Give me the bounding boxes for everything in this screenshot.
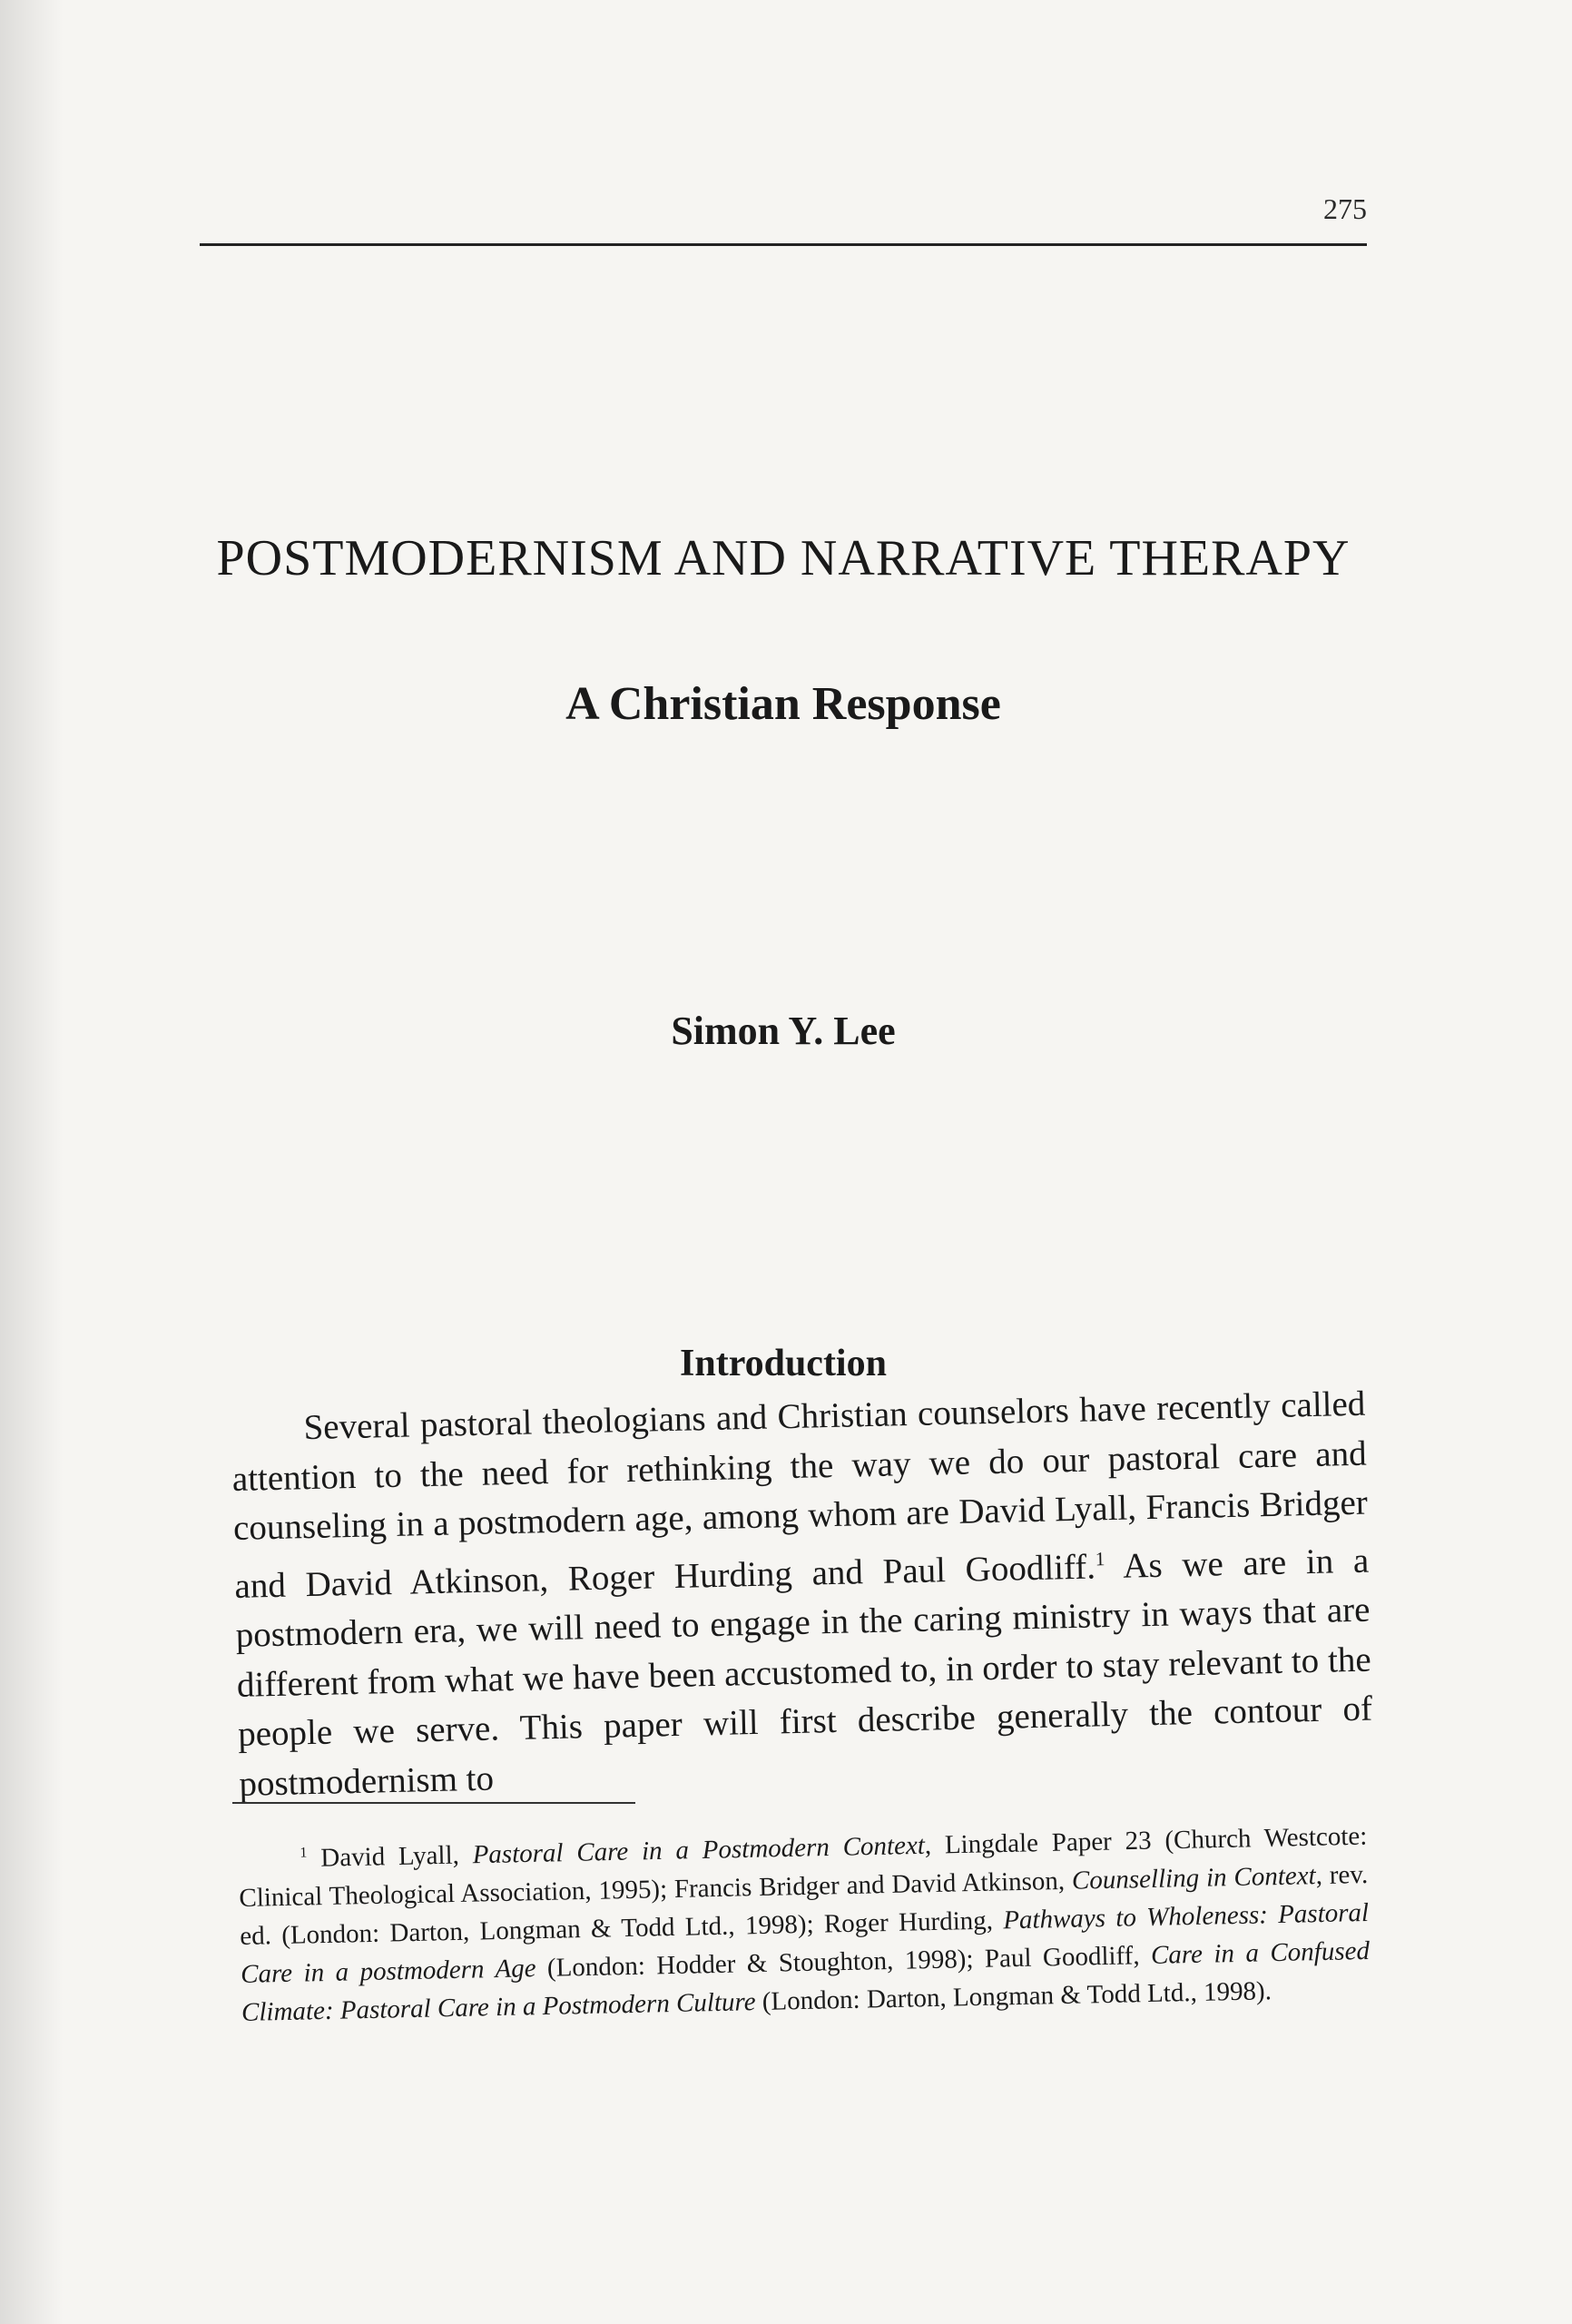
header-rule <box>200 243 1367 246</box>
footnote-text: , Lingdale Paper 23 (Church Westcote: Clinical Theological Association, 1995); Francis Bridger and David Atkinson, <box>239 1821 1368 1913</box>
footnote-separator <box>232 1802 635 1804</box>
footnote-citation-title: Care in a Confused Climate: Pastoral Care in a Postmodern Culture <box>241 1935 1371 2027</box>
section-heading-introduction: Introduction <box>680 1343 887 1384</box>
footnote-citation-title: Counselling in Context <box>1071 1860 1316 1896</box>
article-subtitle: A Christian Response <box>565 678 1001 730</box>
page-number: 275 <box>1323 192 1367 225</box>
introduction-paragraph <box>231 1380 1374 1809</box>
footnote-citation-title: Pathways to Wholeness: Pastoral Care in a postmodern Age <box>240 1897 1370 1989</box>
footnote-text: (London: Darton, Longman & Todd Ltd., 1998). <box>755 1975 1272 2016</box>
footnote-1 <box>238 1812 1371 2032</box>
footnote-marker: 1 <box>300 1845 308 1861</box>
footnote-text: (London: Hodder & Stoughton, 1998); Paul Goodliff, <box>535 1940 1152 1983</box>
footnote-text: David Lyall, <box>307 1840 473 1874</box>
footnote-reference[interactable]: 1 <box>1095 1547 1105 1570</box>
paragraph-text-part2: As we are in a postmodern era, we will need to engage in the caring ministry in ways that are different from what we have been accustomed to, in order to stay relevant to the people we serve. This paper will first describe generally the contour of postmodernism to <box>235 1541 1373 1804</box>
footnote-citation-title: Pastoral Care in a Postmodern Context <box>472 1830 926 1870</box>
article-title: POSTMODERNISM AND NARRATIVE THERAPY <box>216 530 1351 586</box>
author-name: Simon Y. Lee <box>671 1009 896 1053</box>
paragraph-text-part1: Several pastoral theologians and Christian counselors have recently called attention to the need for rethinking the way we do our pastoral care and counseling in a postmodern age, among whom are David Lyall, Francis Bridger and David Atkinson, Roger Hurding and Paul Goodliff. <box>231 1384 1369 1606</box>
footnote-text: , rev. ed. (London: Darton, Longman & Todd Ltd., 1998); Roger Hurding, <box>239 1859 1369 1951</box>
page-edge-shadow <box>0 0 64 2324</box>
